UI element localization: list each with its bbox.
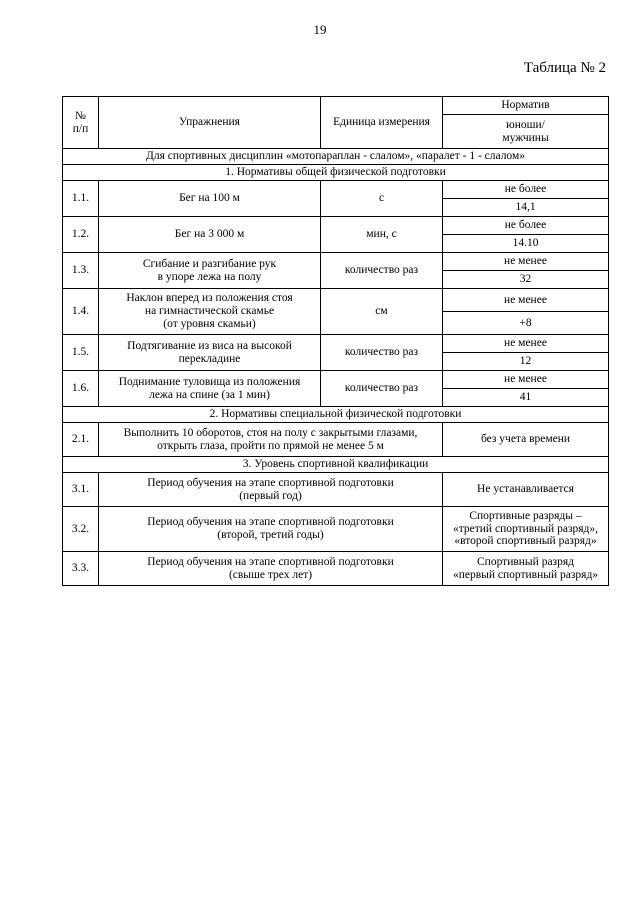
row-num: 1.6. bbox=[63, 371, 99, 407]
row-unit: количество раз bbox=[321, 371, 443, 407]
table-row bbox=[63, 335, 609, 353]
table-row bbox=[63, 217, 609, 235]
norms-table-body bbox=[63, 97, 609, 586]
row-exercise: Подтягивание из виса на высокой перекладине bbox=[99, 335, 321, 371]
row-value: 12 bbox=[443, 353, 609, 371]
row-value: Не устанавливается bbox=[443, 473, 609, 507]
row-value: 14.10 bbox=[443, 235, 609, 253]
row-num: 1.3. bbox=[63, 253, 99, 289]
row-condition: не менее bbox=[443, 289, 609, 312]
row-value: +8 bbox=[443, 312, 609, 335]
row-num: 3.2. bbox=[63, 507, 99, 552]
table-row bbox=[63, 552, 609, 586]
row-exercise: Наклон вперед из положения стоя на гимнастической скамье (от уровня скамьи) bbox=[99, 289, 321, 335]
discipline-label: Для спортивных дисциплин «мотопараплан - слалом», «парaлет - 1 - слалом» bbox=[63, 149, 609, 165]
section-row bbox=[63, 165, 609, 181]
table-row bbox=[63, 423, 609, 457]
table-row bbox=[63, 507, 609, 552]
section-title: 2. Нормативы специальной физической подготовки bbox=[63, 407, 609, 423]
row-num: 1.1. bbox=[63, 181, 99, 217]
row-exercise: Поднимание туловища из положения лежа на спине (за 1 мин) bbox=[99, 371, 321, 407]
table-row bbox=[63, 253, 609, 271]
row-num: 1.2. bbox=[63, 217, 99, 253]
header-row bbox=[63, 97, 609, 115]
section-row bbox=[63, 407, 609, 423]
row-num: 3.3. bbox=[63, 552, 99, 586]
row-unit: см bbox=[321, 289, 443, 335]
row-num: 2.1. bbox=[63, 423, 99, 457]
row-unit: количество раз bbox=[321, 253, 443, 289]
norms-table bbox=[62, 96, 609, 586]
row-exercise: Период обучения на этапе спортивной подготовки (второй, третий годы) bbox=[99, 507, 443, 552]
row-value: 41 bbox=[443, 389, 609, 407]
row-exercise: Бег на 3 000 м bbox=[99, 217, 321, 253]
table-row bbox=[63, 289, 609, 312]
row-value: Спортивные разряды – «третий спортивный разряд», «второй спортивный разряд» bbox=[443, 507, 609, 552]
row-value: 32 bbox=[443, 271, 609, 289]
row-condition: не менее bbox=[443, 371, 609, 389]
table-row bbox=[63, 371, 609, 389]
row-unit: с bbox=[321, 181, 443, 217]
discipline-row bbox=[63, 149, 609, 165]
row-value: 14,1 bbox=[443, 199, 609, 217]
section-title: 3. Уровень спортивной квалификации bbox=[63, 457, 609, 473]
header-norm: Норматив bbox=[443, 97, 609, 115]
row-num: 3.1. bbox=[63, 473, 99, 507]
header-exercise: Упражнения bbox=[99, 97, 321, 149]
section-title: 1. Нормативы общей физической подготовки bbox=[63, 165, 609, 181]
row-unit: количество раз bbox=[321, 335, 443, 371]
row-exercise: Сгибание и разгибание рук в упоре лежа на полу bbox=[99, 253, 321, 289]
table-row bbox=[63, 473, 609, 507]
row-exercise: Выполнить 10 оборотов, стоя на полу с закрытыми глазами, открыть глаза, пройти по прямой не менее 5 м bbox=[99, 423, 443, 457]
table-title: Таблица № 2 bbox=[523, 60, 606, 76]
row-num: 1.5. bbox=[63, 335, 99, 371]
header-num: № п/п bbox=[63, 97, 99, 149]
row-condition: не более bbox=[443, 217, 609, 235]
row-condition: не более bbox=[443, 181, 609, 199]
row-exercise: Период обучения на этапе спортивной подготовки (свыше трех лет) bbox=[99, 552, 443, 586]
row-value: Спортивный разряд «первый спортивный разряд» bbox=[443, 552, 609, 586]
row-value: без учета времени bbox=[443, 423, 609, 457]
row-condition: не менее bbox=[443, 335, 609, 353]
row-exercise: Период обучения на этапе спортивной подготовки (первый год) bbox=[99, 473, 443, 507]
row-condition: не менее bbox=[443, 253, 609, 271]
header-unit: Единица измерения bbox=[321, 97, 443, 149]
header-norm-sub: юноши/ мужчины bbox=[443, 115, 609, 149]
row-num: 1.4. bbox=[63, 289, 99, 335]
section-row bbox=[63, 457, 609, 473]
table-row bbox=[63, 181, 609, 199]
row-unit: мин, с bbox=[321, 217, 443, 253]
page-number: 19 bbox=[313, 22, 327, 37]
row-exercise: Бег на 100 м bbox=[99, 181, 321, 217]
